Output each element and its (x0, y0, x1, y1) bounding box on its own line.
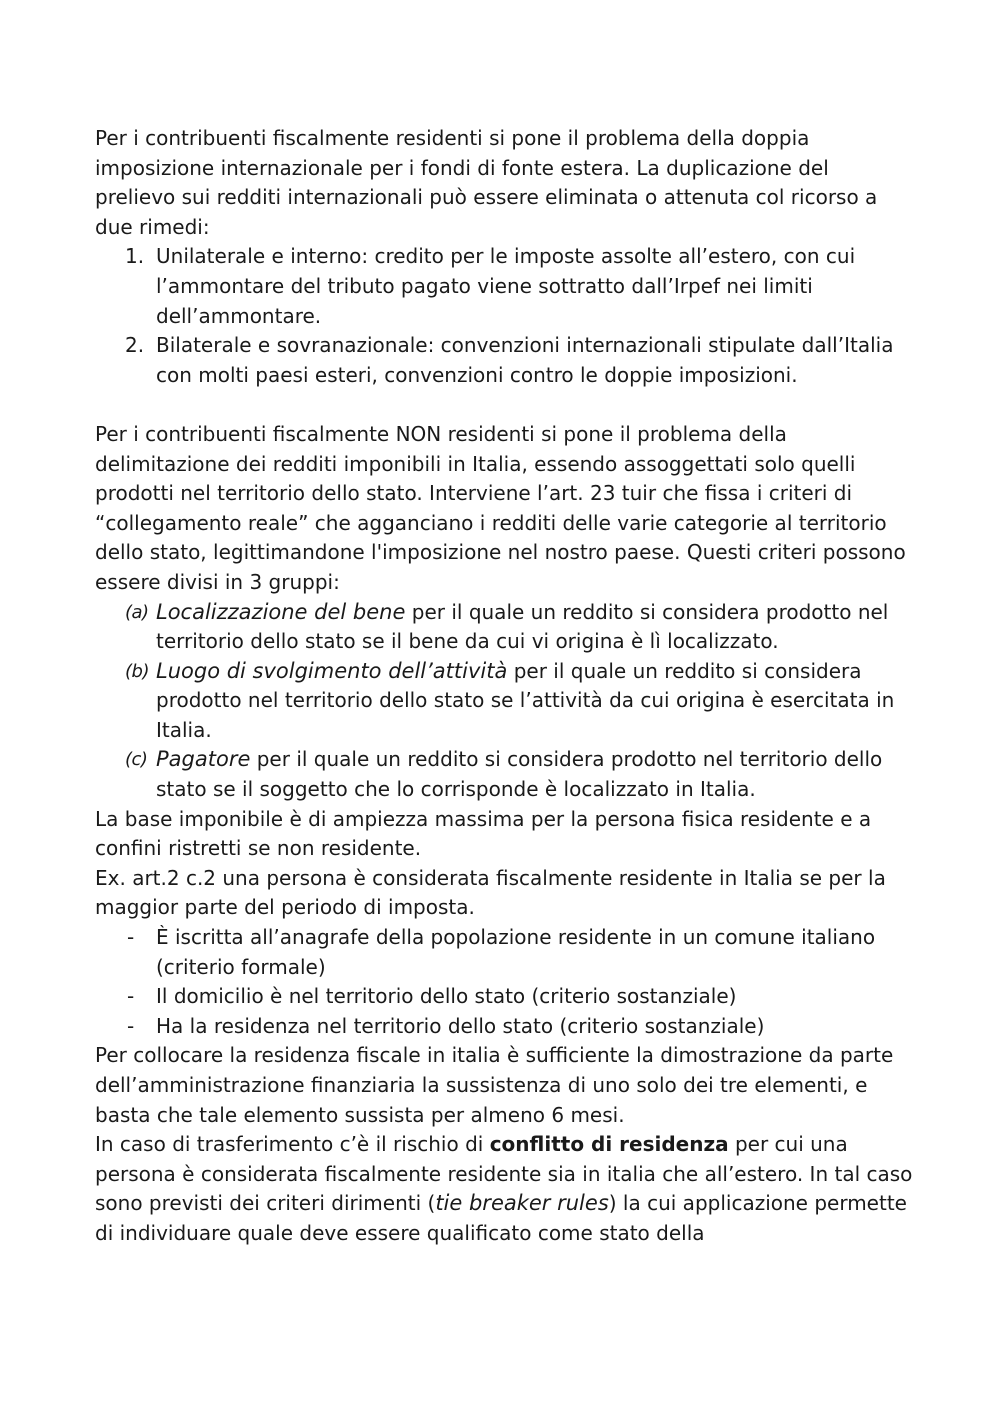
criterion-term: Localizzazione del bene (156, 599, 406, 624)
list-item (95, 982, 915, 1012)
list-item (95, 598, 915, 657)
dash-list-requisiti (95, 923, 915, 1041)
text-segment: In caso di trasferimento c’è il rischio di (95, 1132, 490, 1157)
list-dash: - (127, 984, 135, 1009)
list-item-text: Ha la residenza nel territorio dello stato (criterio sostanziale) (156, 1013, 765, 1038)
list-letter: (c) (125, 749, 148, 771)
paragraph-art2: Ex. art.2 c.2 una persona è considerata fiscalmente residente in Italia se per la maggior parte del periodo di imposta. (95, 865, 886, 920)
list-item (95, 745, 915, 804)
list-number: 2. (125, 333, 145, 358)
bold-term: conflitto di residenza (489, 1132, 729, 1157)
list-item (95, 331, 915, 390)
italic-term: tie breaker rules (435, 1191, 609, 1216)
paragraph-residenza-fiscale: Per collocare la residenza fiscale in italia è sufficiente la dimostrazione da parte dell’amministrazione finanziaria la sussistenza di uno solo dei tre elementi, e basta che tale elemento sussista per almeno 6 mesi. (95, 1043, 894, 1127)
text-segment: per cui una persona è considerata fiscalmente residente sia in italia che all’estero. In tal caso sono previsti dei criteri dirimenti ( (95, 1132, 913, 1216)
list-item-text: per il quale un reddito si considera prodotto nel territorio dello stato se il bene da cui vi origina è lì localizzato. (156, 599, 889, 654)
list-item (95, 923, 915, 982)
list-number: 1. (125, 244, 145, 269)
list-item-text: È iscritta all’anagrafe della popolazione residente in un comune italiano (criterio formale) (156, 925, 876, 979)
paragraph-base-imponibile: La base imponibile è di ampiezza massima per la persona fisica residente e a confini ristretti se non residente. (95, 806, 872, 861)
criterion-term: Pagatore (156, 747, 251, 772)
list-letter: (a) (125, 601, 149, 623)
document-body (95, 124, 915, 1249)
list-dash: - (127, 1013, 135, 1038)
lettered-list-criteri (95, 598, 915, 805)
list-item (95, 242, 915, 331)
paragraph-conflitto (95, 1130, 915, 1248)
paragraph-residenti: Per i contribuenti fiscalmente residenti si pone il problema della doppia imposizione internazionale per i fondi di fonte estera. La duplicazione del prelievo sui redditi internazionali può essere eliminata o attenuta col ricorso a due rimedi: (95, 126, 878, 239)
list-item (95, 657, 915, 746)
list-item (95, 1012, 915, 1042)
list-letter: (b) (125, 660, 149, 682)
list-item-text: per il quale un reddito si considera prodotto nel territorio dello stato se il soggetto che lo corrisponde è localizzato in Italia. (156, 747, 883, 802)
list-item-text: Unilaterale e interno: credito per le imposte assolte all’estero, con cui l’ammontare del tributo pagato viene sottratto dall’Irpef nei limiti dell’ammontare. (156, 244, 856, 328)
paragraph-non-residenti: Per i contribuenti fiscalmente NON residenti si pone il problema della delimitazione dei redditi imponibili in Italia, essendo assoggettati solo quelli prodotti nel territorio dello stato. Interviene l’art. 23 tuir che fissa i criteri di “collegamento reale” che agganciano i redditi delle varie categorie al territorio dello stato, legittimandone l'imposizione nel nostro paese. Questi criteri possono essere divisi in 3 gruppi: (95, 421, 906, 594)
text-segment: ) la cui applicazione permette di individuare quale deve essere qualificato come stato della (95, 1191, 907, 1245)
numbered-list-rimedi (95, 242, 915, 390)
criterion-term: Luogo di svolgimento dell’attività (156, 658, 508, 683)
list-item-text: per il quale un reddito si considera prodotto nel territorio dello stato se l’attività da cui origina è esercitata in Italia. (156, 658, 895, 742)
blank-line (95, 390, 915, 420)
list-dash: - (127, 925, 135, 950)
list-item-text: Il domicilio è nel territorio dello stato (criterio sostanziale) (156, 984, 737, 1009)
list-item-text: Bilaterale e sovranazionale: convenzioni internazionali stipulate dall’Italia con molti paesi esteri, convenzioni contro le doppie imposizioni. (156, 333, 894, 387)
